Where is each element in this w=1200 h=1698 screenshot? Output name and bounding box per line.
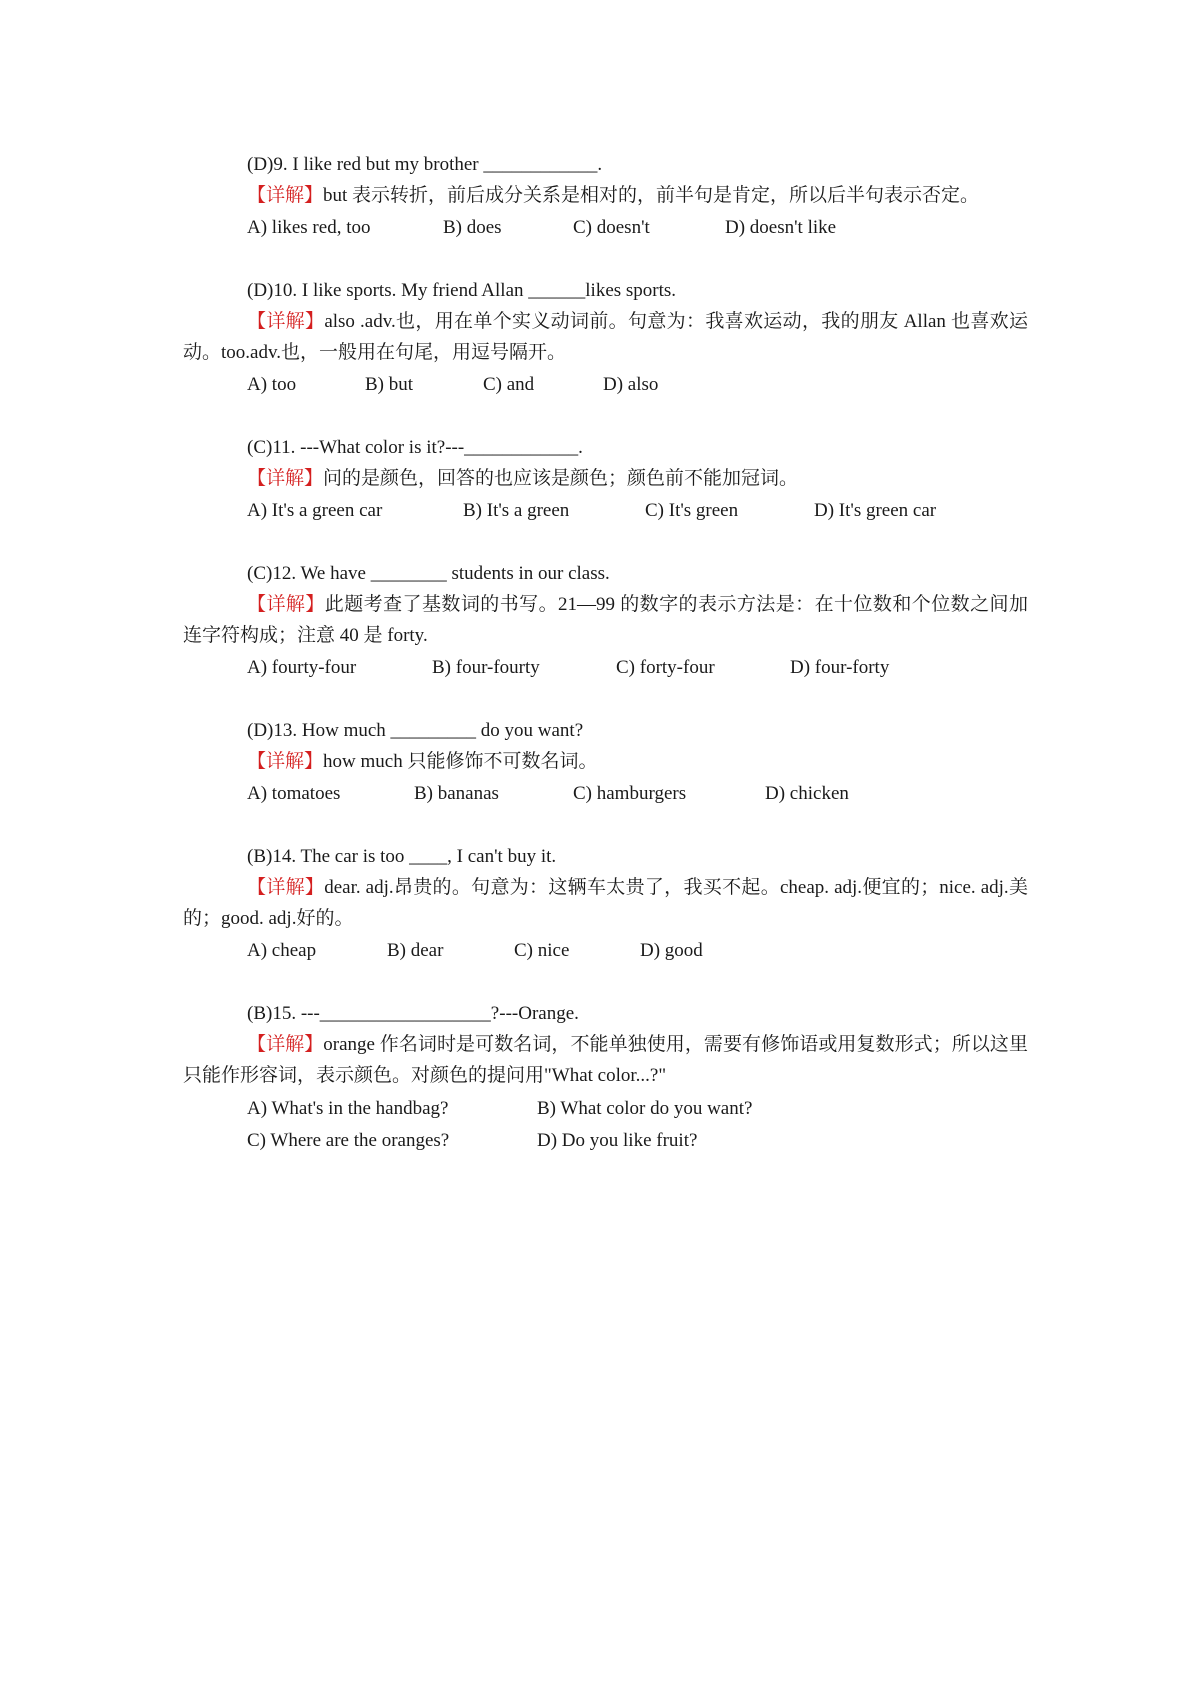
- explanation-text: dear. adj.昂贵的。句意为：这辆车太贵了，我买不起。cheap. adj.便宜的；nice. adj.美的；good. adj.好的。: [183, 877, 1028, 929]
- explanation: [183, 180, 1028, 211]
- explanation-tag: 【详解】: [247, 311, 325, 332]
- option-c: C) and: [483, 374, 535, 395]
- question-stem: (D)13. How much _________ do you want?: [247, 720, 584, 741]
- option-a: A) likes red, too: [247, 217, 371, 238]
- question-11: [183, 433, 1028, 526]
- explanation-text: orange 作名词时是可数名词，不能单独使用，需要有修饰语或用复数形式；所以这里只能作形容词，表示颜色。对颜色的提问用"What color...?": [183, 1034, 1028, 1086]
- question-stem: (C)12. We have ________ students in our class.: [247, 563, 610, 584]
- explanation-tag: 【详解】: [247, 468, 324, 489]
- option-d: D) four-forty: [790, 657, 890, 678]
- explanation-text: how much 只能修饰不可数名词。: [323, 751, 598, 772]
- options-row: [183, 653, 1028, 683]
- explanation-text: also .adv.也，用在单个实义动词前。句意为：我喜欢运动，我的朋友 Allan 也喜欢运动。too.adv.也，一般用在句尾，用逗号隔开。: [183, 311, 1028, 363]
- option-b: B) does: [443, 217, 502, 238]
- option-a: A) fourty-four: [247, 657, 357, 678]
- question-15: [183, 999, 1028, 1157]
- explanation-tag: 【详解】: [247, 594, 325, 615]
- options-row: [183, 779, 1028, 809]
- option-a: A) It's a green car: [247, 500, 383, 521]
- option-d: D) also: [603, 374, 659, 395]
- option-d: D) chicken: [765, 783, 849, 804]
- explanation: [183, 306, 1028, 368]
- question-stem: (B)14. The car is too ____, I can't buy it.: [247, 846, 557, 867]
- question-stem: (D)9. I like red but my brother ____________.: [247, 154, 603, 175]
- options-grid: [183, 1093, 1028, 1157]
- explanation-tag: 【详解】: [247, 877, 325, 898]
- option-a: A) tomatoes: [247, 783, 341, 804]
- explanation-text: 问的是颜色，回答的也应该是颜色；颜色前不能加冠词。: [323, 468, 799, 489]
- explanation-tag: 【详解】: [247, 185, 324, 206]
- option-d: D) It's green car: [814, 500, 937, 521]
- question-9: [183, 150, 1028, 243]
- options-row: [183, 370, 1028, 400]
- option-b: B) but: [365, 374, 414, 395]
- explanation-text: 此题考查了基数词的书写。21—99 的数字的表示方法是：在十位数和个位数之间加连字符构成；注意 40 是 forty.: [183, 594, 1028, 646]
- question-10: [183, 276, 1028, 400]
- options-row: [183, 213, 1028, 243]
- option-b: B) four-fourty: [432, 657, 540, 678]
- explanation: [183, 1029, 1028, 1091]
- options-row: [183, 936, 1028, 966]
- option-b: B) dear: [387, 940, 444, 961]
- explanation: [183, 872, 1028, 934]
- option-c: C) doesn't: [573, 217, 650, 238]
- option-c: C) Where are the oranges?: [247, 1130, 450, 1151]
- explanation: [183, 746, 1028, 777]
- option-c: C) forty-four: [616, 657, 715, 678]
- explanation: [183, 589, 1028, 651]
- option-a: A) What's in the handbag?: [247, 1098, 449, 1119]
- question-12: [183, 559, 1028, 683]
- option-c: C) It's green: [645, 500, 739, 521]
- option-b: B) bananas: [414, 783, 499, 804]
- question-14: [183, 842, 1028, 966]
- option-b: B) It's a green: [463, 500, 570, 521]
- options-row: [183, 496, 1028, 526]
- explanation-tag: 【详解】: [247, 1034, 324, 1055]
- option-c: C) nice: [514, 940, 570, 961]
- explanation-tag: 【详解】: [247, 751, 324, 772]
- option-c: C) hamburgers: [573, 783, 687, 804]
- option-d: D) doesn't like: [725, 217, 837, 238]
- document-page: [183, 150, 1028, 1190]
- option-a: A) too: [247, 374, 297, 395]
- option-b: B) What color do you want?: [537, 1098, 753, 1119]
- explanation: [183, 463, 1028, 494]
- option-d: D) Do you like fruit?: [537, 1130, 698, 1151]
- explanation-text: but 表示转折，前后成分关系是相对的，前半句是肯定，所以后半句表示否定。: [323, 185, 980, 206]
- question-13: [183, 716, 1028, 809]
- question-stem: (C)11. ---What color is it?---____________.: [247, 437, 583, 458]
- question-stem: (D)10. I like sports. My friend Allan ______likes sports.: [247, 280, 677, 301]
- option-d: D) good: [640, 940, 703, 961]
- option-a: A) cheap: [247, 940, 317, 961]
- question-stem: (B)15. ---__________________?---Orange.: [247, 1003, 579, 1024]
